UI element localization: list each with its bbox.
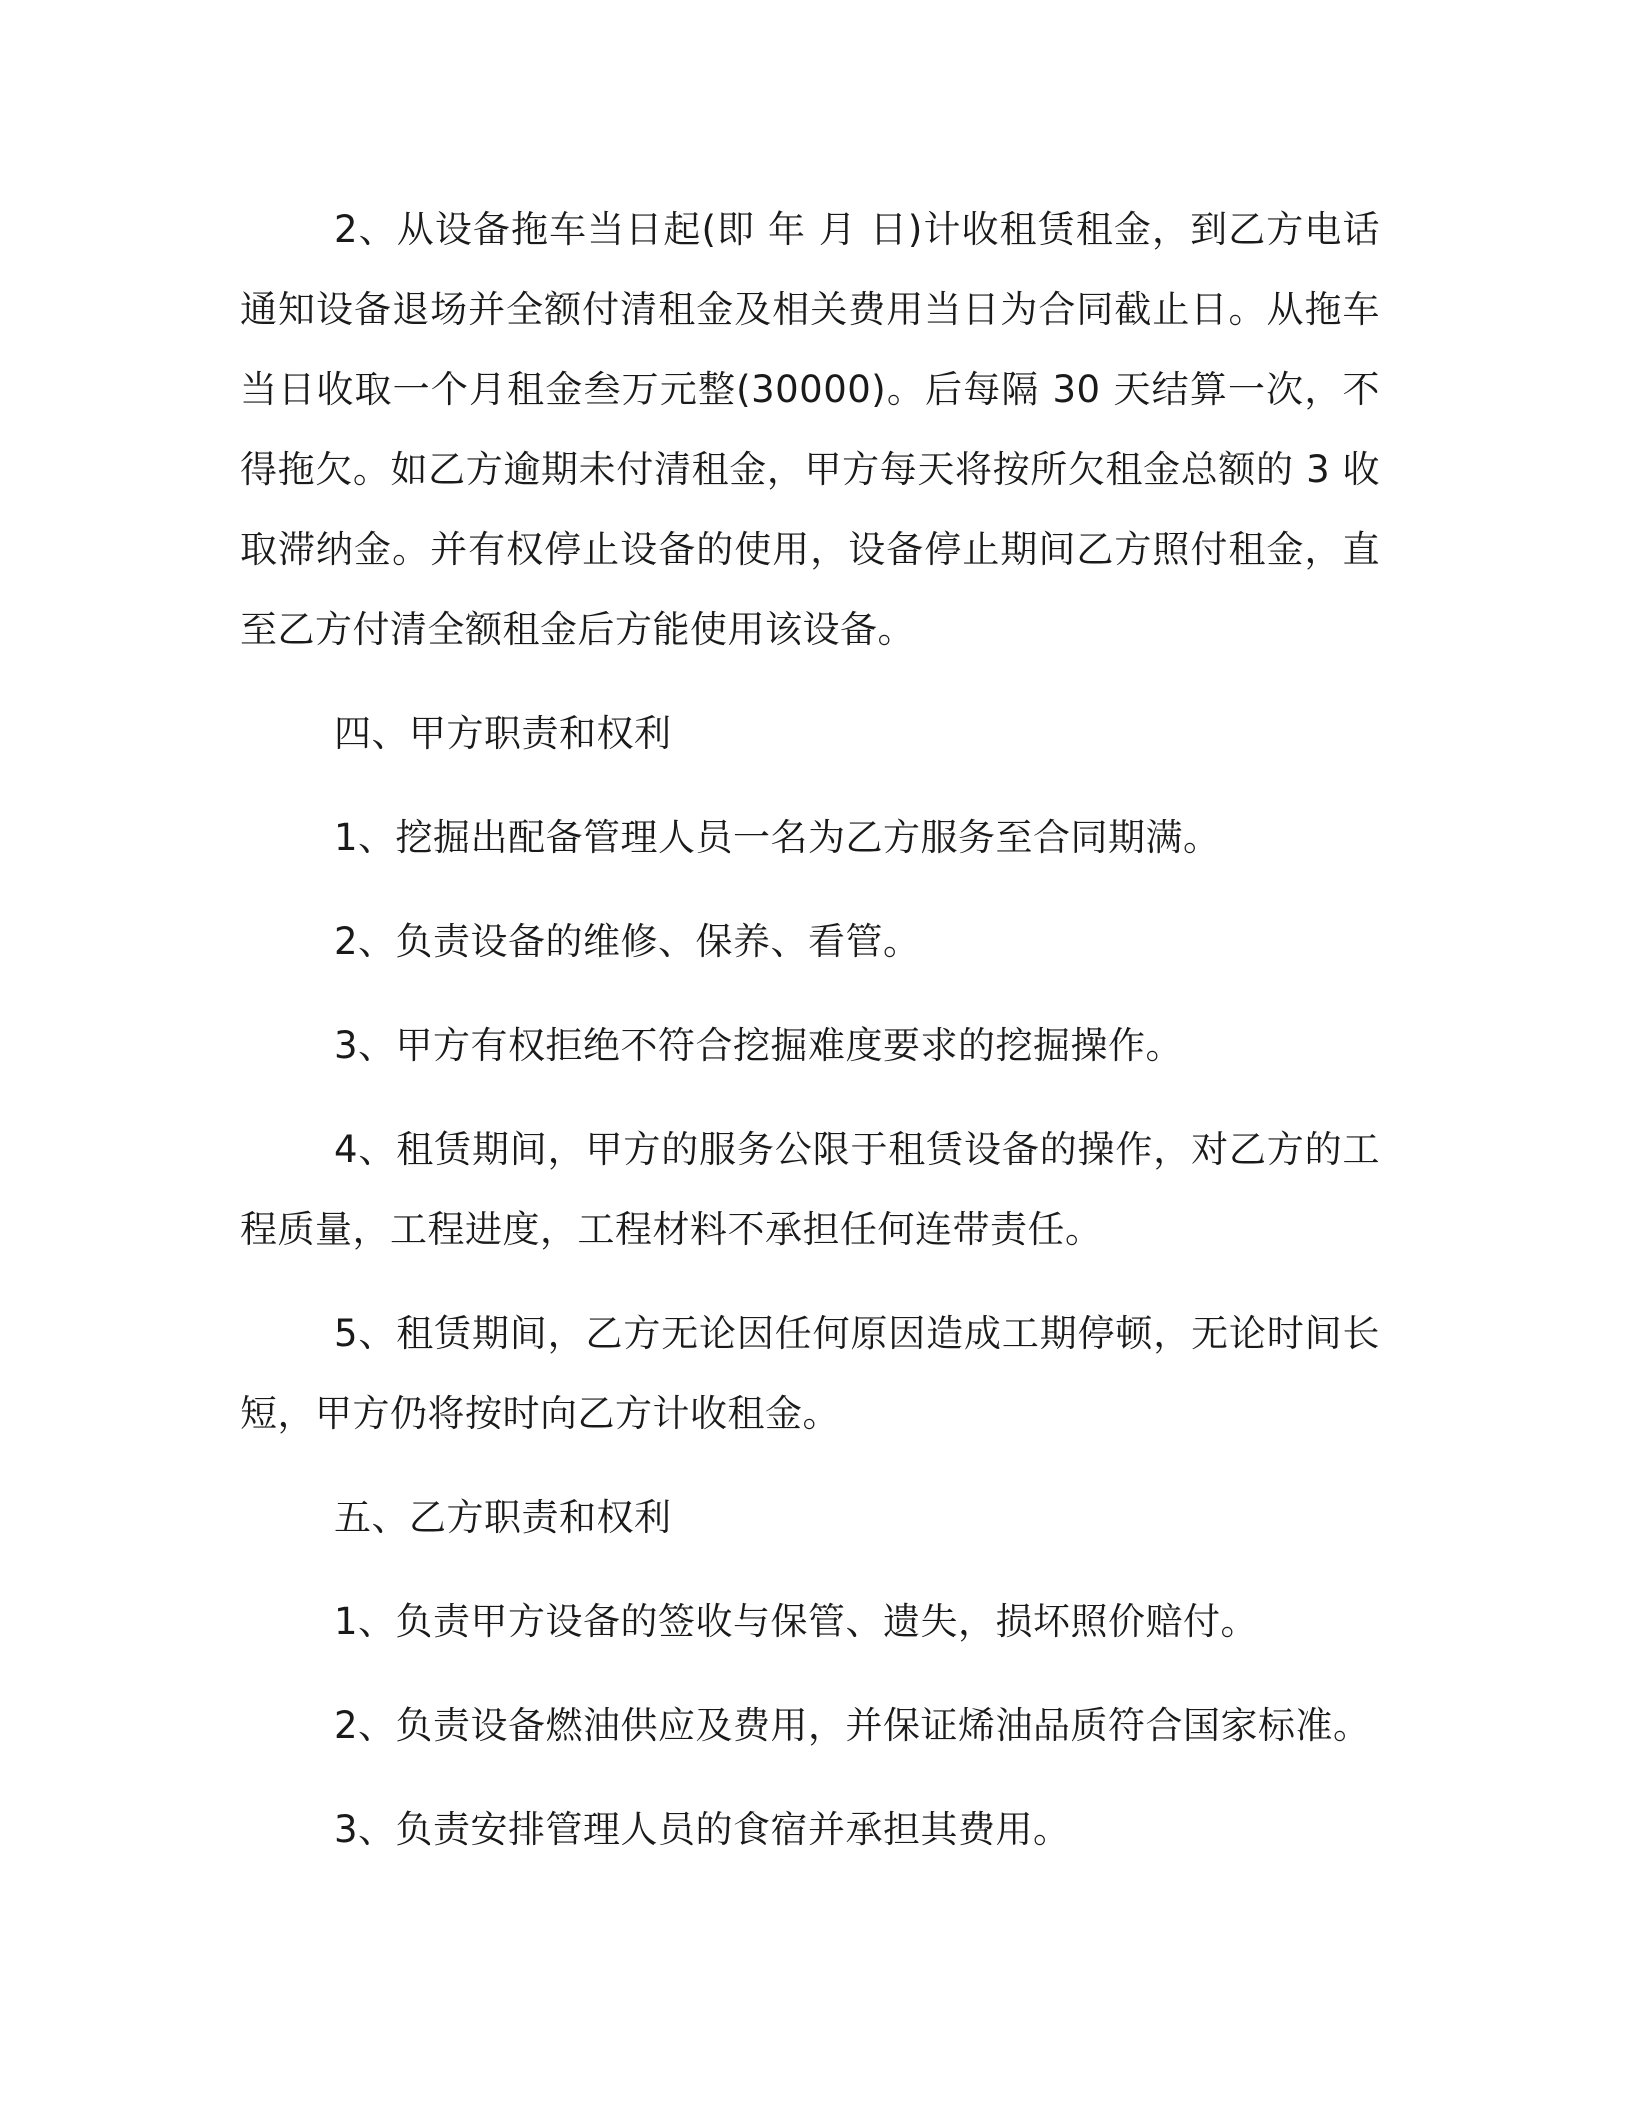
document-body bbox=[240, 190, 1380, 1894]
party-a-clause-3: 3、甲方有权拒绝不符合挖掘难度要求的挖掘操作。 bbox=[334, 1024, 1184, 1067]
party-b-clause-1: 1、负责甲方设备的签收与保管、遗失，损坏照价赔付。 bbox=[334, 1600, 1259, 1643]
section-heading-party-a: 四、甲方职责和权利 bbox=[334, 712, 672, 755]
party-a-clause-2: 2、负责设备的维修、保养、看管。 bbox=[334, 920, 921, 963]
section-heading-party-b: 五、乙方职责和权利 bbox=[334, 1496, 672, 1539]
party-b-clause-2: 2、负责设备燃油供应及费用，并保证烯油品质符合国家标准。 bbox=[334, 1704, 1371, 1747]
clause-rent-billing: 2、从设备拖车当日起(即 年 月 日)计收租赁租金，到乙方电话通知设备退场并全额付清租金及相关费用当日为合同截止日。从拖车当日收取一个月租金叁万元整(30000)。后每隔 30 天结算一次，不得拖欠。如乙方逾期未付清租金，甲方每天将按所欠租金总额的 3 收取滞纳金。并有权停止设备的使用，设备停止期间乙方照付租金，直至乙方付清全额租金后方能使用该设备。 bbox=[240, 208, 1380, 651]
party-b-clause-3: 3、负责安排管理人员的食宿并承担其费用。 bbox=[334, 1808, 1071, 1851]
party-a-clause-4: 4、租赁期间，甲方的服务公限于租赁设备的操作，对乙方的工程质量，工程进度，工程材料不承担任何连带责任。 bbox=[240, 1128, 1380, 1251]
party-a-clause-1: 1、挖掘出配备管理人员一名为乙方服务至合同期满。 bbox=[334, 816, 1221, 859]
party-a-clause-5: 5、租赁期间，乙方无论因任何原因造成工期停顿，无论时间长短，甲方仍将按时向乙方计收租金。 bbox=[240, 1312, 1380, 1435]
